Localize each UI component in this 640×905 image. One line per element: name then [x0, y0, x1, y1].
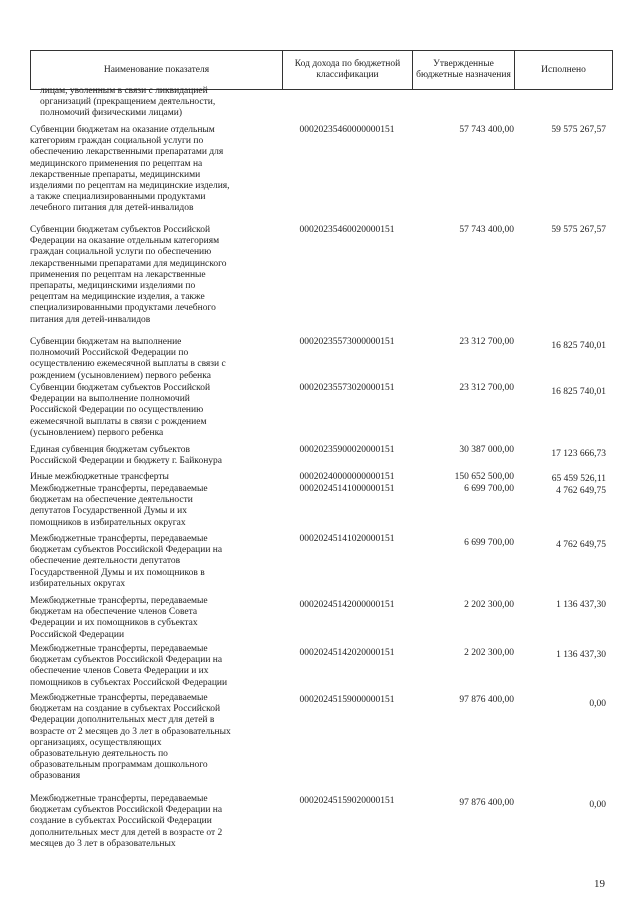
- row-done: 65 459 526,11: [551, 474, 606, 484]
- row-name: Субвенции бюджетам субъектов Российской Федерации на оказание отдельным категориям граждан социальной услуги по обеспечению лекарственными препаратами для медицинского применения по рецептам на лекарственные препараты, медицинскими изделиями по рецептам на медицинские изделия, а также специализированными продуктами лечебного питания для детей-инвалидов: [30, 225, 227, 325]
- page-number: 19: [594, 878, 605, 890]
- row-name: Межбюджетные трансферты, передаваемые бюджетам субъектов Российской Федерации на обеспечение деятельности депутатов Государственной Думы и их помощников в избирательных округах: [30, 534, 223, 589]
- row-code: 00020245142020000151: [299, 648, 395, 658]
- row-code: 00020235573020000151: [299, 383, 395, 393]
- row-name: Субвенции бюджетам на оказание отдельным категориям граждан социальной услуги по обеспечению лекарственными препаратами для медицинского применения по рецептам на лекарственные препараты, медицинскими изделиями по рецептам на медицинские изделия, а также специализированными продуктами лечебного питания для детей-инвалидов: [30, 125, 230, 214]
- row-code: 00020235900020000151: [299, 445, 395, 455]
- row-plan: 150 652 500,00: [454, 472, 514, 482]
- row-plan: 57 743 400,00: [459, 225, 514, 235]
- row-plan: 6 699 700,00: [464, 484, 514, 494]
- row-name: Межбюджетные трансферты, передаваемые бюджетам на обеспечение членов Совета Федерации и их помощников в субъектах Российской Федерации: [30, 596, 208, 640]
- column-header-done: Исполнено: [515, 51, 613, 90]
- row-code: 00020235460000000151: [299, 125, 395, 135]
- row-done: 17 123 666,73: [551, 449, 606, 459]
- row-name: Межбюджетные трансферты, передаваемые бюджетам на создание в субъектах Российской Федерации дополнительных мест для детей в возрасте от 2 месяцев до 3 лет в образовательных организациях, осуществляющих образовательную деятельность по образовательным программам дошкольного образования: [30, 693, 231, 782]
- row-plan: 2 202 300,00: [464, 600, 514, 610]
- row-done: 16 825 740,01: [551, 341, 606, 351]
- row-code: 00020245141020000151: [299, 534, 395, 544]
- row-done: 1 136 437,30: [556, 650, 606, 660]
- row-code: 00020245159000000151: [299, 695, 395, 705]
- row-plan: 23 312 700,00: [459, 337, 514, 347]
- row-code: 00020235460020000151: [299, 225, 395, 235]
- row-plan: 2 202 300,00: [464, 648, 514, 658]
- row-done: 0,00: [589, 699, 606, 709]
- row-plan: 97 876 400,00: [459, 798, 514, 808]
- column-header-name: Наименование показателя: [31, 51, 283, 90]
- row-name: лицам, уволенным в связи с ликвидацией организаций (прекращением деятельности, полномочий физическими лицами): [40, 86, 216, 119]
- row-name: Единая субвенция бюджетам субъектов Российской Федерации и бюджету г. Байконура: [30, 445, 222, 467]
- row-name: Иные межбюджетные трансферты: [30, 472, 169, 482]
- row-code: 00020245159020000151: [299, 796, 395, 806]
- row-done: 59 575 267,57: [551, 125, 606, 135]
- row-name: Межбюджетные трансферты, передаваемые бюджетам субъектов Российской Федерации на обеспечение членов Совета Федерации и их помощников в субъектах Российской Федерации: [30, 644, 228, 688]
- row-code: 00020235573000000151: [299, 337, 395, 347]
- row-plan: 97 876 400,00: [459, 695, 514, 705]
- row-code: 00020245141000000151: [299, 484, 395, 494]
- row-plan: 30 387 000,00: [459, 445, 514, 455]
- row-name: Межбюджетные трансферты, передаваемые бюджетам на обеспечение деятельности депутатов Государственной Думы и их помощников в избирательных округах: [30, 484, 208, 528]
- row-code: 00020240000000000151: [299, 472, 395, 482]
- row-done: 59 575 267,57: [551, 225, 606, 235]
- row-plan: 6 699 700,00: [464, 538, 514, 548]
- row-done: 1 136 437,30: [556, 600, 606, 610]
- row-done: 4 762 649,75: [556, 486, 606, 496]
- column-header-plan: Утвержденные бюджетные назначения: [413, 51, 515, 90]
- row-plan: 23 312 700,00: [459, 383, 514, 393]
- row-name: Субвенции бюджетам субъектов Российской Федерации на выполнение полномочий Российской Федерации по осуществлению ежемесячной выплаты в связи с рождением (усыновлением) первого ребенка: [30, 383, 211, 438]
- row-done: 0,00: [589, 800, 606, 810]
- row-name: Межбюджетные трансферты, передаваемые бюджетам субъектов Российской Федерации на создание в субъектах Российской Федерации дополнительных мест для детей в возрасте от 2 месяцев до 3 лет в образовательных: [30, 794, 223, 849]
- row-done: 16 825 740,01: [551, 387, 606, 397]
- row-plan: 57 743 400,00: [459, 125, 514, 135]
- row-code: 00020245142000000151: [299, 600, 395, 610]
- row-name: Субвенции бюджетам на выполнение полномочий Российской Федерации по осуществлению ежемесячной выплаты в связи с рождением (усыновлением) первого ребенка: [30, 337, 226, 381]
- row-done: 4 762 649,75: [556, 540, 606, 550]
- column-header-code: Код дохода по бюджетной классификации: [283, 51, 413, 90]
